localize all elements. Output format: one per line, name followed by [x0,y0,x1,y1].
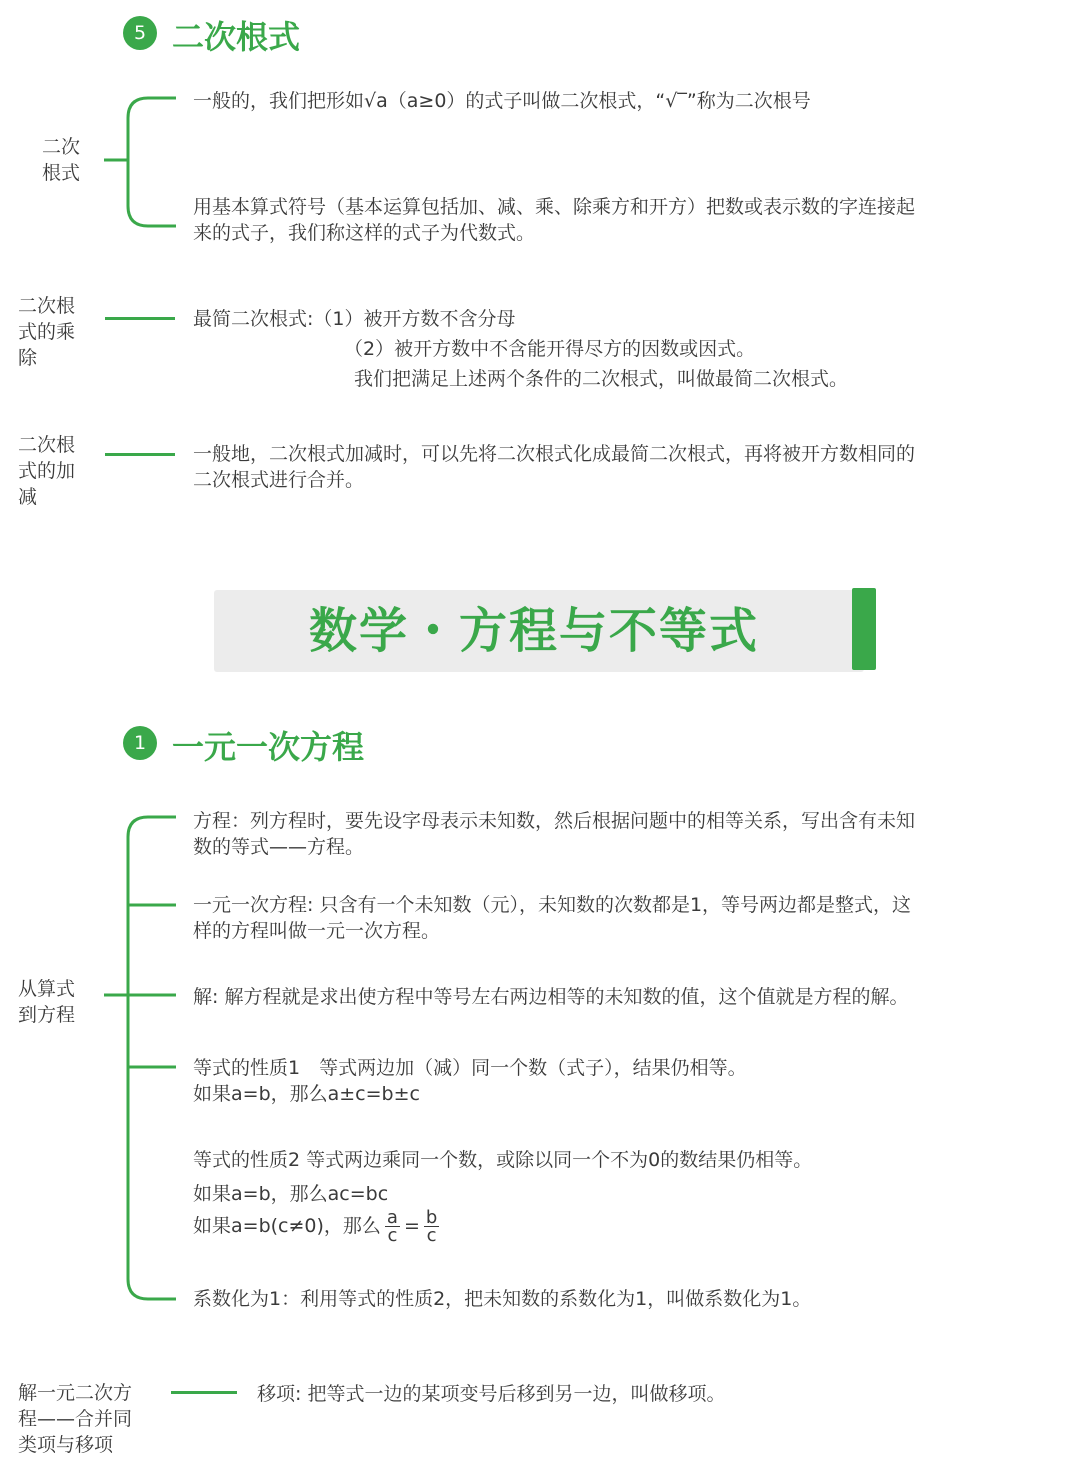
chapter-title: 数学・方程与不等式 [308,603,759,659]
connector-line [105,453,175,456]
linear-equation-line2: 样的方程叫做一元一次方程。 [193,920,441,942]
group-label-mul-div: 二次根 式的乘 除 [18,295,76,369]
fraction-prefix: 如果a=b(c≠0)，那么 [193,1215,381,1237]
section-number-badge: 5 [123,16,157,50]
simplest-radical-summary: 我们把满足上述两个条件的二次根式，叫做最简二次根式。 [354,368,849,390]
connector-line [171,1391,237,1394]
algebraic-expression-line1: 用基本算式符号（基本运算包括加、减、乘、除乘方和开方）把数或表示数的字连接起 [193,196,916,218]
equality-property1-example: 如果a=b，那么a±c=b±c [193,1083,420,1105]
group-label-add-sub: 二次根 式的加 减 [18,434,76,508]
simplest-radical-cond2: （2）被开方数中不含能开得尽方的因数或因式。 [344,338,756,360]
radical-definition: 一般的，我们把形如√a（a≥0）的式子叫做二次根式，“√‾”称为二次根号 [193,90,811,112]
linear-equation-line1: 一元一次方程: 只含有一个未知数（元），未知数的次数都是1，等号两边都是整式，这 [193,894,912,916]
add-sub-rule-line2: 二次根式进行合并。 [193,469,365,491]
algebraic-expression-line2: 来的式子，我们称这样的式子为代数式。 [193,222,536,244]
equality-property2: 等式的性质2 等式两边乘同一个数，或除以同一个不为0的数结果仍相等。 [193,1149,813,1171]
solution-definition: 解: 解方程就是求出使方程中等号左右两边相等的未知数的值，这个值就是方程的解。 [193,986,909,1008]
section-title: 一元一次方程 [172,728,365,766]
coefficient-to-one: 系数化为1：利用等式的性质2，把未知数的系数化为1，叫做系数化为1。 [193,1288,812,1310]
fraction-denominator: c [387,1225,398,1246]
brace-connector [104,96,184,232]
banner-accent-bar [852,588,876,670]
connector-line [105,317,175,320]
fraction-numerator: a [386,1207,398,1228]
group-label-equation: 从算式 到方程 [18,978,76,1026]
fraction-b-over-c [424,1209,439,1244]
section-number-badge: 1 [123,726,157,760]
equation-def-line2: 数的等式——方程。 [193,836,365,858]
section-title: 二次根式 [172,18,301,56]
group-label-transposition: 解一元二次方 程——合并同 类项与移项 [18,1382,133,1456]
equals-sign: = [403,1215,420,1237]
fraction-a-over-c [385,1209,400,1244]
group-label-radical: 二次 根式 [42,136,81,184]
fraction-numerator: b [425,1207,438,1228]
equality-property2-fraction [193,1204,443,1248]
add-sub-rule-line1: 一般地，二次根式加减时，可以先将二次根式化成最简二次根式，再将被开方数相同的 [193,443,916,465]
transposition-definition: 移项: 把等式一边的某项变号后移到另一边，叫做移项。 [257,1383,726,1405]
brace-connector [104,815,184,1301]
equality-property2-example: 如果a=b，那么ac=bc [193,1183,389,1205]
fraction-denominator: c [426,1225,437,1246]
equality-property1: 等式的性质1 等式两边加（减）同一个数（式子），结果仍相等。 [193,1057,747,1079]
equation-def-line1: 方程：列方程时，要先设字母表示未知数，然后根据问题中的相等关系，写出含有未知 [193,810,916,832]
simplest-radical-cond1: 最简二次根式:（1）被开方数不含分母 [193,308,516,330]
